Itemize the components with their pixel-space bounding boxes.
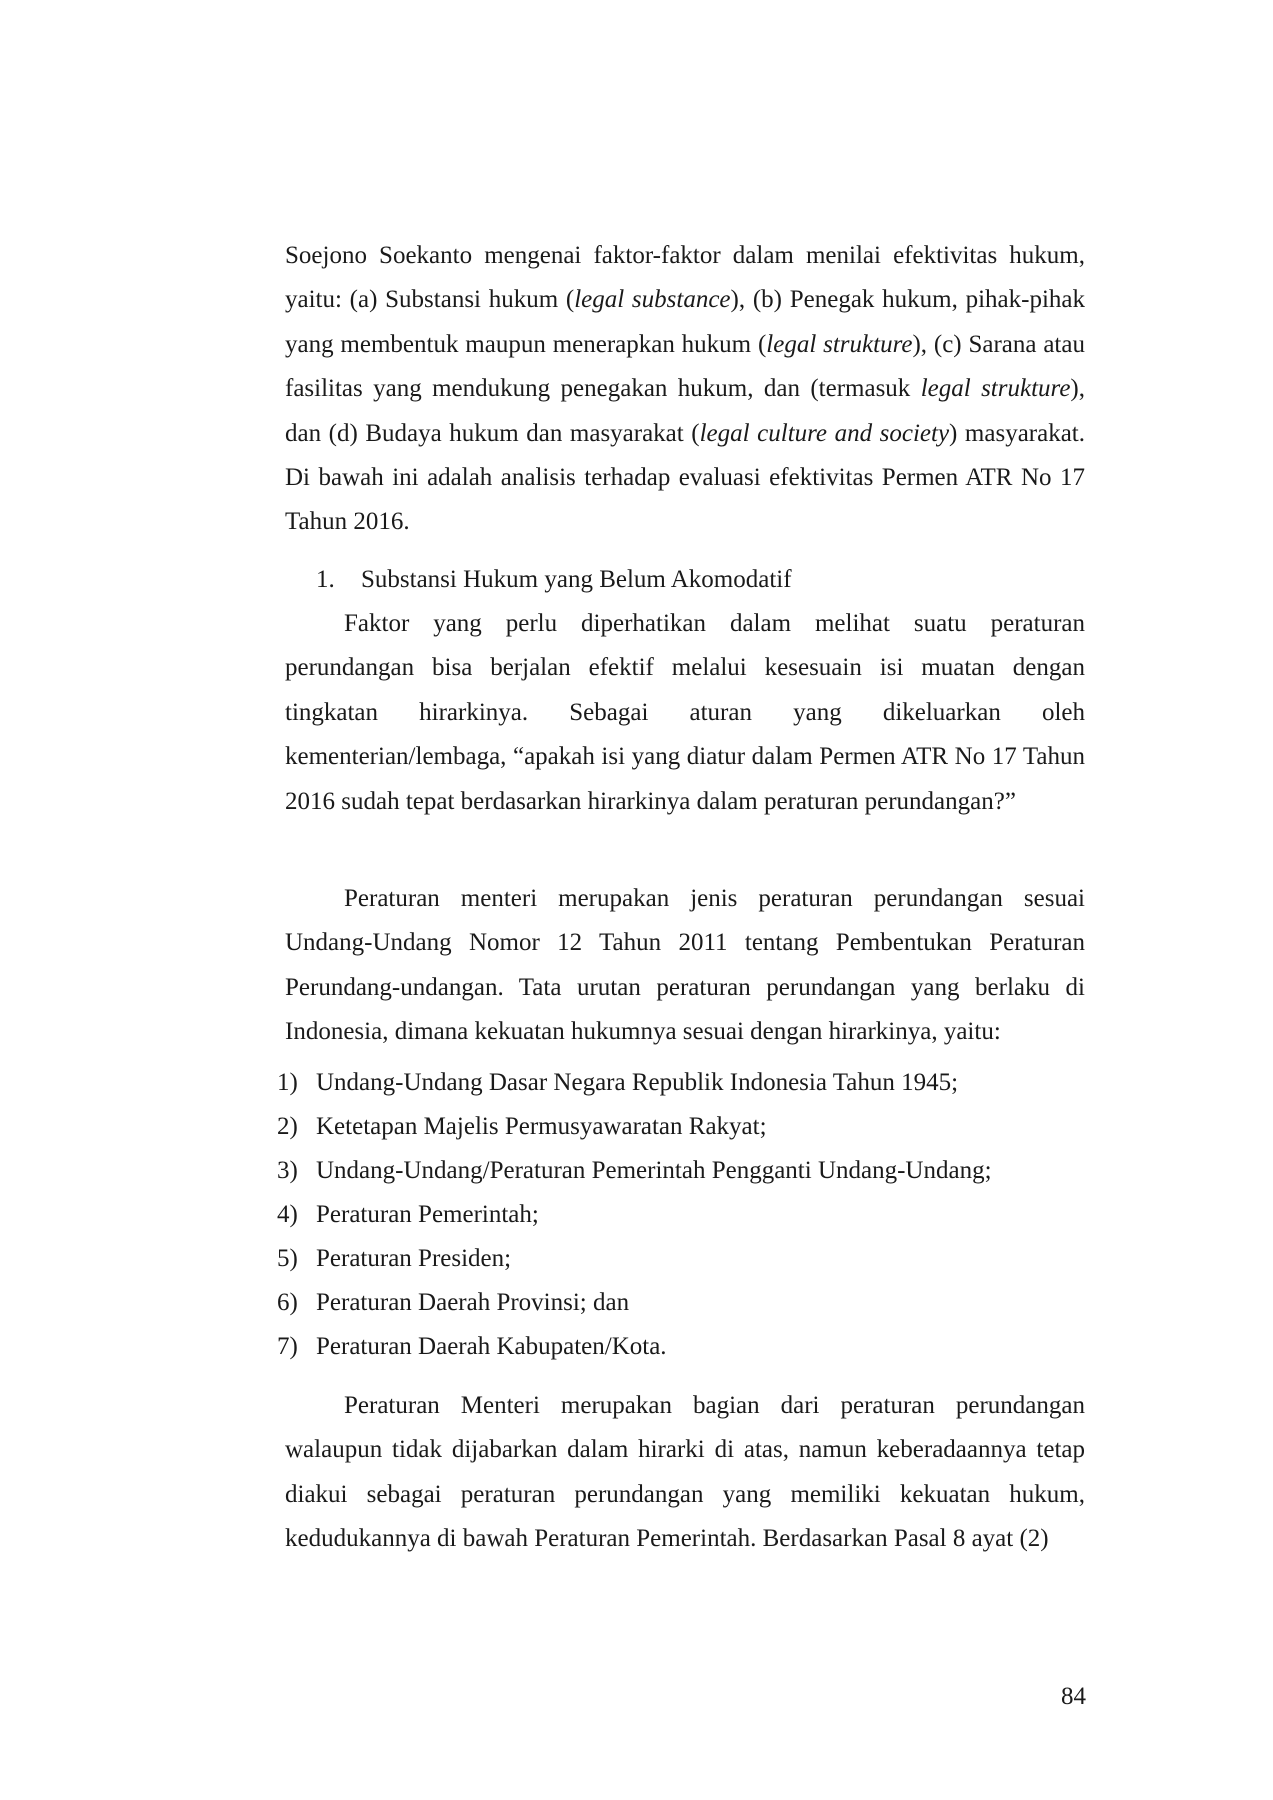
intro-text-4: ), dan (d) Budaya hukum dan masyarakat (: [285, 375, 1085, 447]
list-item-text: Undang-Undang Dasar Negara Republik Indonesia Tahun 1945;: [316, 1069, 959, 1096]
section-title: Substansi Hukum yang Belum Akomodatif: [361, 566, 792, 593]
list-item: [277, 1149, 1097, 1193]
list-item-text: Ketetapan Majelis Permusyawaratan Rakyat;: [316, 1113, 767, 1140]
paragraph-factor: Faktor yang perlu diperhatikan dalam melihat suatu peraturan perundangan bisa berjalan efektif melalui kesesuain isi muatan dengan tingkatan hirarkinya. Sebagai aturan yang dikeluarkan oleh kementerian/lembaga, “apakah isi yang diatur dalam Permen ATR No 17 Tahun 2016 sudah tepat berdasarkan hirarkinya dalam peraturan perundangan?”: [285, 610, 1085, 815]
list-marker: 1): [277, 1069, 298, 1096]
list-item: [277, 1105, 1097, 1149]
list-item-text: Peraturan Presiden;: [316, 1245, 512, 1272]
list-marker: 3): [277, 1157, 298, 1184]
list-item: [277, 1237, 1097, 1281]
list-item-text: Peraturan Daerah Kabupaten/Kota.: [316, 1333, 667, 1360]
list-item: [277, 1281, 1097, 1325]
intro-italic-legal-strukture-1: legal strukture: [766, 330, 913, 358]
paragraph-menteri: Peraturan Menteri merupakan bagian dari peraturan perundangan walaupun tidak dijabarkan dalam hirarki di atas, namun keberadaannya tetap diakui sebagai peraturan perundangan yang memiliki kekuatan hukum, kedudukannya di bawah Peraturan Pemerintah. Berdasarkan Pasal 8 ayat (2): [285, 1392, 1085, 1553]
intro-italic-legal-strukture-2: legal strukture: [920, 375, 1071, 403]
list-marker: 4): [277, 1201, 298, 1228]
page-number: 84: [1061, 1683, 1086, 1710]
list-item-text: Peraturan Pemerintah;: [316, 1201, 539, 1228]
intro-text-1: Soejono Soekanto mengenai faktor-faktor dalam menilai efektivitas hukum, yaitu: (a) Substansi hukum (: [285, 242, 1085, 314]
list-marker: 5): [277, 1245, 298, 1272]
list-item-text: Undang-Undang/Peraturan Pemerintah Pengganti Undang-Undang;: [316, 1157, 992, 1184]
list-item: [277, 1193, 1097, 1237]
intro-text-2: ), (b) Penegak hukum, pihak-pihak yang membentuk maupun menerapkan hukum (: [285, 286, 1085, 358]
list-item: [277, 1325, 1097, 1369]
intro-italic-legal-substance: legal substance: [574, 286, 731, 314]
intro-text-3: ), (c) Sarana atau fasilitas yang mendukung penegakan hukum, dan (termasuk: [285, 330, 1085, 403]
list-item: [277, 1061, 1097, 1105]
section-heading: [316, 558, 792, 602]
hierarchy-list: [277, 1061, 1097, 1369]
paragraph-hierarchy: Peraturan menteri merupakan jenis peraturan perundangan sesuai Undang-Undang Nomor 12 Tahun 2011 tentang Pembentukan Peraturan Perundang-undangan. Tata urutan peraturan perundangan yang berlaku di Indonesia, dimana kekuatan hukumnya sesuai dengan hirarkinya, yaitu:: [285, 885, 1085, 1046]
paragraph-intro: [285, 234, 1085, 545]
intro-text-5: ) masyarakat. Di bawah ini adalah analisis terhadap evaluasi efektivitas Permen ATR No 17 Tahun 2016.: [285, 419, 1086, 536]
intro-italic-legal-culture: legal culture and society: [699, 419, 950, 447]
section-number: 1.: [316, 566, 335, 593]
list-item-text: Peraturan Daerah Provinsi; dan: [316, 1289, 630, 1316]
list-marker: 7): [277, 1333, 298, 1360]
list-marker: 6): [277, 1289, 298, 1316]
list-marker: 2): [277, 1113, 298, 1140]
